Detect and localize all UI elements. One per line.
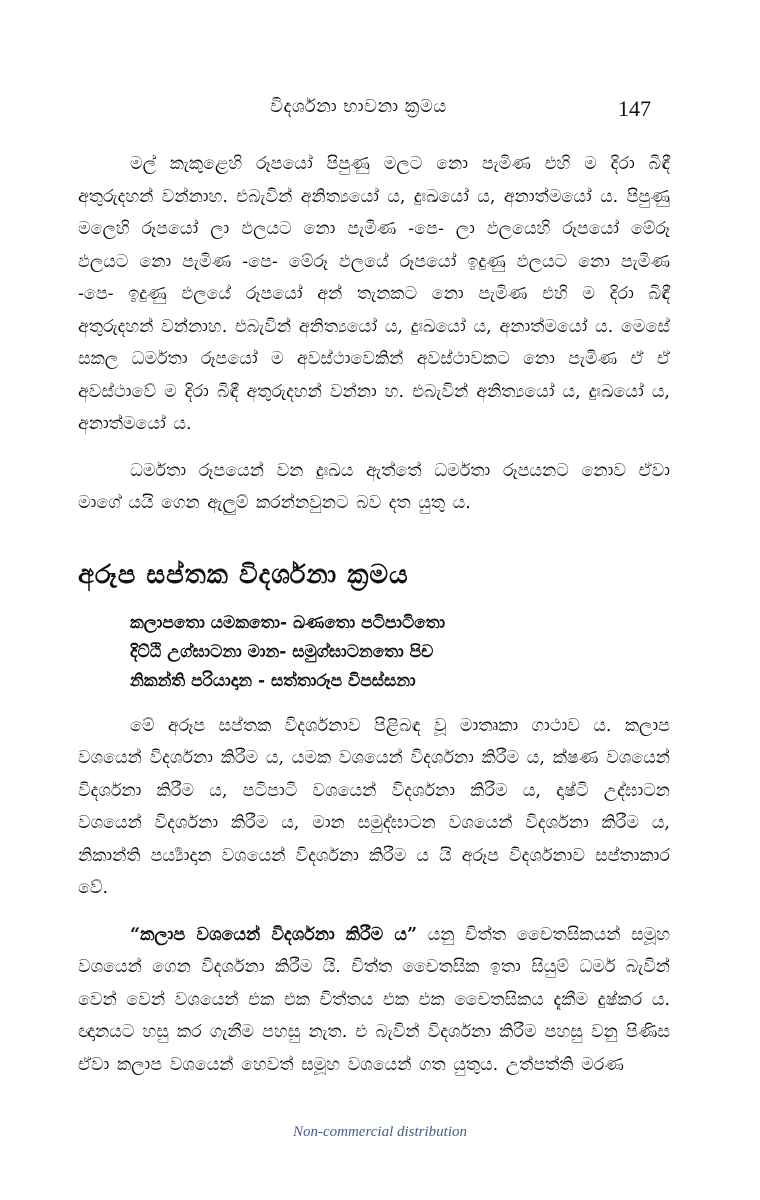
page-body [78,148,670,1081]
verse-block [130,609,670,696]
verse-line-1: කලාපතො යමකතො- ඛණතො පටිපාටිතො [130,612,446,633]
running-title: විදර්ශනා භාවනා ක්‍රමය [270,96,447,117]
paragraph-4-text: යනු චිත්ත චෛතසිකයන් සමූහ වශයෙන් ගෙන විදර්ශනා කිරීම යි. චිත්ත චෛතසික ඉතා සියුම් ධර්ම බැවින් වෙන් වෙන් වශයෙන් එක එක චිත්තය එක එක චෛතසිකය දැකීම දුෂ්කර ය. ඥානයට හසු කර ගැනීම පහසු නැත. එ බැවින් විදර්ශනා කිරීම පහසු වනු පිණිස ඒවා කලාප වශයෙන් හෙවත් සමූහ වශයෙන් ගත යුතුය. උත්පත්ති මරණ [78,924,670,1075]
page-number: 147 [618,96,651,121]
running-header [0,96,760,126]
paragraph-4 [78,919,670,1082]
verse-line-3: නිකන්ති පරියාදාන - සත්තාරූප විපස්සනා [130,670,416,691]
footer-note: Non-commercial distribution [292,1124,468,1140]
verse-line-2: දිට්ඨි උග්ඝාටනා මාන- සමුග්ඝාටනතො පිච [130,641,434,662]
paragraph-1: මල් කැකුළෙහි රූපයෝ පිපුණු මලට නො පැමිණ එහි ම දිරා බිඳී අතුරුදහන් වන්නාහ. එබැවින් අනිත්‍යයෝ ය, දුඃඛයෝ ය, අනාත්මයෝ ය. පිපුණු මලෙහි රූපයෝ ලා ඵලයට නො පැමිණ -පෙ- ලා ඵලයෙහි රූපයෝ මේරූ ඵලයට නො පැමිණ -පෙ- මේරූ ඵලයේ රූපයෝ ඉදුණු ඵලයට නො පැමිණ -පෙ- ඉදුණු ඵලයේ රූපයෝ අන් තැනකට නො පැමිණ එහි ම දිරා බිඳී අතුරුදහන් වන්නාහ. එබැවින් අනිත්‍යයෝ ය, දුඃඛයෝ ය, අනාත්මයෝ ය. මෙසේ සකල ධර්මතා රූපයෝ ම අවස්ථාවෙකින් අවස්ථාවකට නො පැමිණ ඒ ඒ අවස්ථාවේ ම දිරා බිඳී අතුරුදහන් වන්නා හ. එබැවින් අනිත්‍යයෝ ය, දුඃඛයෝ ය, අනාත්මයෝ ය. [78,154,670,434]
paragraph-3: මේ අරූප සප්තක විදර්ශනාව පිළිබඳ වූ මාතෘකා ගාථාව ය. කලාප වශයෙන් විදර්ශනා කිරීම ය, යමක වශයෙන් විදර්ශනා කිරීම ය, ක්ෂණ වශයෙන් විදර්ශනා කිරීම ය, පටිපාටි වශයෙන් විදර්ශනා කිරීම ය, දෘෂ්ටි උද්ඝාටන වශයෙන් විදර්ශනා කිරීම ය, මාන සමුද්ඝාටන වශයෙන් විදර්ශනා කිරීම ය, නිකාන්ති පර්‍ය්‍යාදාන වශයෙන් විදර්ශනා කිරීම ය යි අරූප විදර්ශනාව සප්තාකාර වේ. [78,715,670,898]
paragraph-4-lead: “කලාප වශයෙන් විදර්ශනා කිරීම ය” [130,924,418,945]
paragraph-2: ධර්මතා රූපයෙන් වන දුඃඛය ඇත්තේ ධර්මතා රූපයනට නොව ඒවා මාගේ යයි ගෙන ඇලුම් කරන්නවුනට බව දත යුතු ය. [78,460,670,513]
section-heading: අරූප සප්තක විදර්ශනා ක්‍රමය [78,559,409,590]
